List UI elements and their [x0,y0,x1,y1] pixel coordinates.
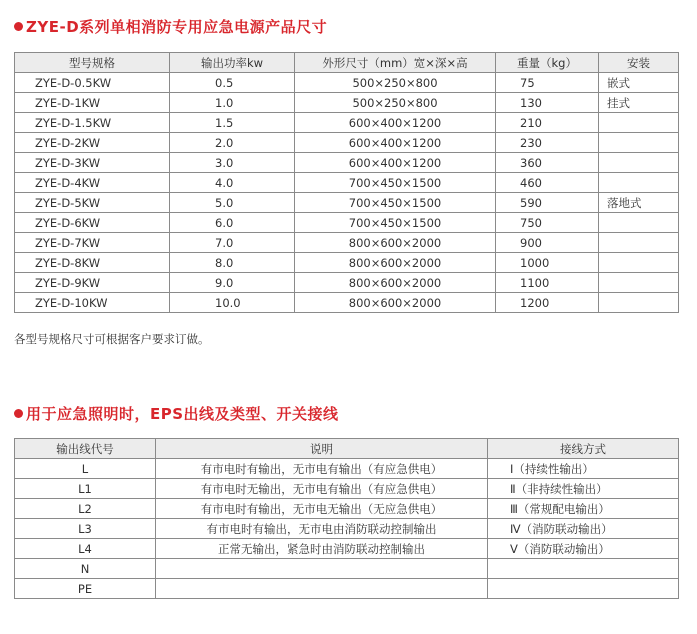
cell-line-code: N [15,559,156,579]
cell-power: 7.0 [170,233,295,253]
customization-note: 各型号规格尺寸可根据客户要求订做。 [14,332,210,346]
cell-model: ZYE-D-5KW [15,193,170,213]
section1-title-text: ZYE-D系列单相消防专用应急电源产品尺寸 [26,18,328,36]
cell-dimensions: 600×400×1200 [295,133,496,153]
cell-wiring-mode: Ⅰ（持续性输出） [488,459,679,479]
table-row [15,253,679,273]
cell-model: ZYE-D-3KW [15,153,170,173]
cell-description: 有市电时无输出，无市电有输出（有应急供电） [156,479,488,499]
cell-weight: 360 [496,153,599,173]
bullet-dot-icon [14,409,23,418]
cell-weight: 210 [496,113,599,133]
cell-install: 嵌式 [599,73,679,93]
cell-power: 2.0 [170,133,295,153]
cell-dimensions: 800×600×2000 [295,253,496,273]
table-row [15,73,679,93]
cell-power: 1.5 [170,113,295,133]
cell-install [599,153,679,173]
cell-weight: 590 [496,193,599,213]
cell-dimensions: 500×250×800 [295,93,496,113]
product-size-table [14,52,679,313]
table-row [15,213,679,233]
cell-power: 8.0 [170,253,295,273]
table-row [15,233,679,253]
section2-title [14,403,339,424]
cell-dimensions: 800×600×2000 [295,293,496,313]
cell-description [156,559,488,579]
table-header-row [15,439,679,459]
table-row [15,273,679,293]
cell-dimensions: 600×400×1200 [295,113,496,133]
cell-power: 3.0 [170,153,295,173]
cell-install [599,293,679,313]
section1-title [14,16,327,37]
cell-weight: 230 [496,133,599,153]
table-row [15,293,679,313]
cell-description: 有市电时有输出，无市电无输出（无应急供电） [156,499,488,519]
table-row [15,133,679,153]
cell-dimensions: 700×450×1500 [295,193,496,213]
cell-dimensions: 600×400×1200 [295,153,496,173]
cell-install [599,253,679,273]
cell-power: 9.0 [170,273,295,293]
cell-model: ZYE-D-8KW [15,253,170,273]
table-row [15,153,679,173]
cell-model: ZYE-D-1.5KW [15,113,170,133]
cell-install [599,273,679,293]
cell-model: ZYE-D-1KW [15,93,170,113]
header-dimensions: 外形尺寸（mm）宽×深×高 [295,53,496,73]
cell-wiring-mode: Ⅳ（消防联动输出） [488,519,679,539]
cell-description: 正常无输出，紧急时由消防联动控制输出 [156,539,488,559]
cell-weight: 130 [496,93,599,113]
cell-model: ZYE-D-0.5KW [15,73,170,93]
cell-dimensions: 700×450×1500 [295,173,496,193]
cell-dimensions: 800×600×2000 [295,233,496,253]
cell-model: ZYE-D-6KW [15,213,170,233]
table-row [15,539,679,559]
cell-description: 有市电时有输出，无市电由消防联动控制输出 [156,519,488,539]
cell-weight: 460 [496,173,599,193]
cell-wiring-mode: Ⅱ（非持续性输出） [488,479,679,499]
header-description: 说明 [156,439,488,459]
cell-install: 挂式 [599,93,679,113]
section2-title-text: 用于应急照明时，EPS出线及类型、开关接线 [26,405,339,423]
cell-wiring-mode [488,579,679,599]
table-row [15,113,679,133]
cell-model: ZYE-D-10KW [15,293,170,313]
table-row [15,93,679,113]
cell-dimensions: 800×600×2000 [295,273,496,293]
cell-line-code: L4 [15,539,156,559]
cell-weight: 1000 [496,253,599,273]
table-row [15,479,679,499]
wiring-table [14,438,679,599]
cell-line-code: L [15,459,156,479]
cell-install [599,213,679,233]
cell-model: ZYE-D-9KW [15,273,170,293]
bullet-dot-icon [14,22,23,31]
table-row [15,173,679,193]
table-row [15,579,679,599]
table-row [15,193,679,213]
cell-model: ZYE-D-4KW [15,173,170,193]
cell-weight: 900 [496,233,599,253]
cell-dimensions: 700×450×1500 [295,213,496,233]
cell-wiring-mode: Ⅲ（常规配电输出） [488,499,679,519]
cell-wiring-mode [488,559,679,579]
cell-power: 6.0 [170,213,295,233]
cell-install [599,173,679,193]
cell-weight: 1200 [496,293,599,313]
cell-description [156,579,488,599]
header-power: 输出功率kw [170,53,295,73]
cell-power: 0.5 [170,73,295,93]
cell-install [599,133,679,153]
cell-description: 有市电时有输出，无市电有输出（有应急供电） [156,459,488,479]
cell-line-code: PE [15,579,156,599]
table-row [15,459,679,479]
cell-weight: 1100 [496,273,599,293]
cell-power: 4.0 [170,173,295,193]
table-row [15,559,679,579]
header-line-code: 输出线代号 [15,439,156,459]
table-row [15,519,679,539]
table-header-row [15,53,679,73]
cell-weight: 750 [496,213,599,233]
cell-power: 10.0 [170,293,295,313]
cell-install: 落地式 [599,193,679,213]
cell-install [599,113,679,133]
cell-weight: 75 [496,73,599,93]
cell-wiring-mode: Ⅴ（消防联动输出） [488,539,679,559]
cell-dimensions: 500×250×800 [295,73,496,93]
cell-power: 5.0 [170,193,295,213]
cell-power: 1.0 [170,93,295,113]
header-model: 型号规格 [15,53,170,73]
header-install: 安装 [599,53,679,73]
cell-install [599,233,679,253]
header-weight: 重量（kg） [496,53,599,73]
cell-model: ZYE-D-7KW [15,233,170,253]
cell-line-code: L2 [15,499,156,519]
cell-line-code: L1 [15,479,156,499]
cell-line-code: L3 [15,519,156,539]
header-wiring-mode: 接线方式 [488,439,679,459]
cell-model: ZYE-D-2KW [15,133,170,153]
table-row [15,499,679,519]
